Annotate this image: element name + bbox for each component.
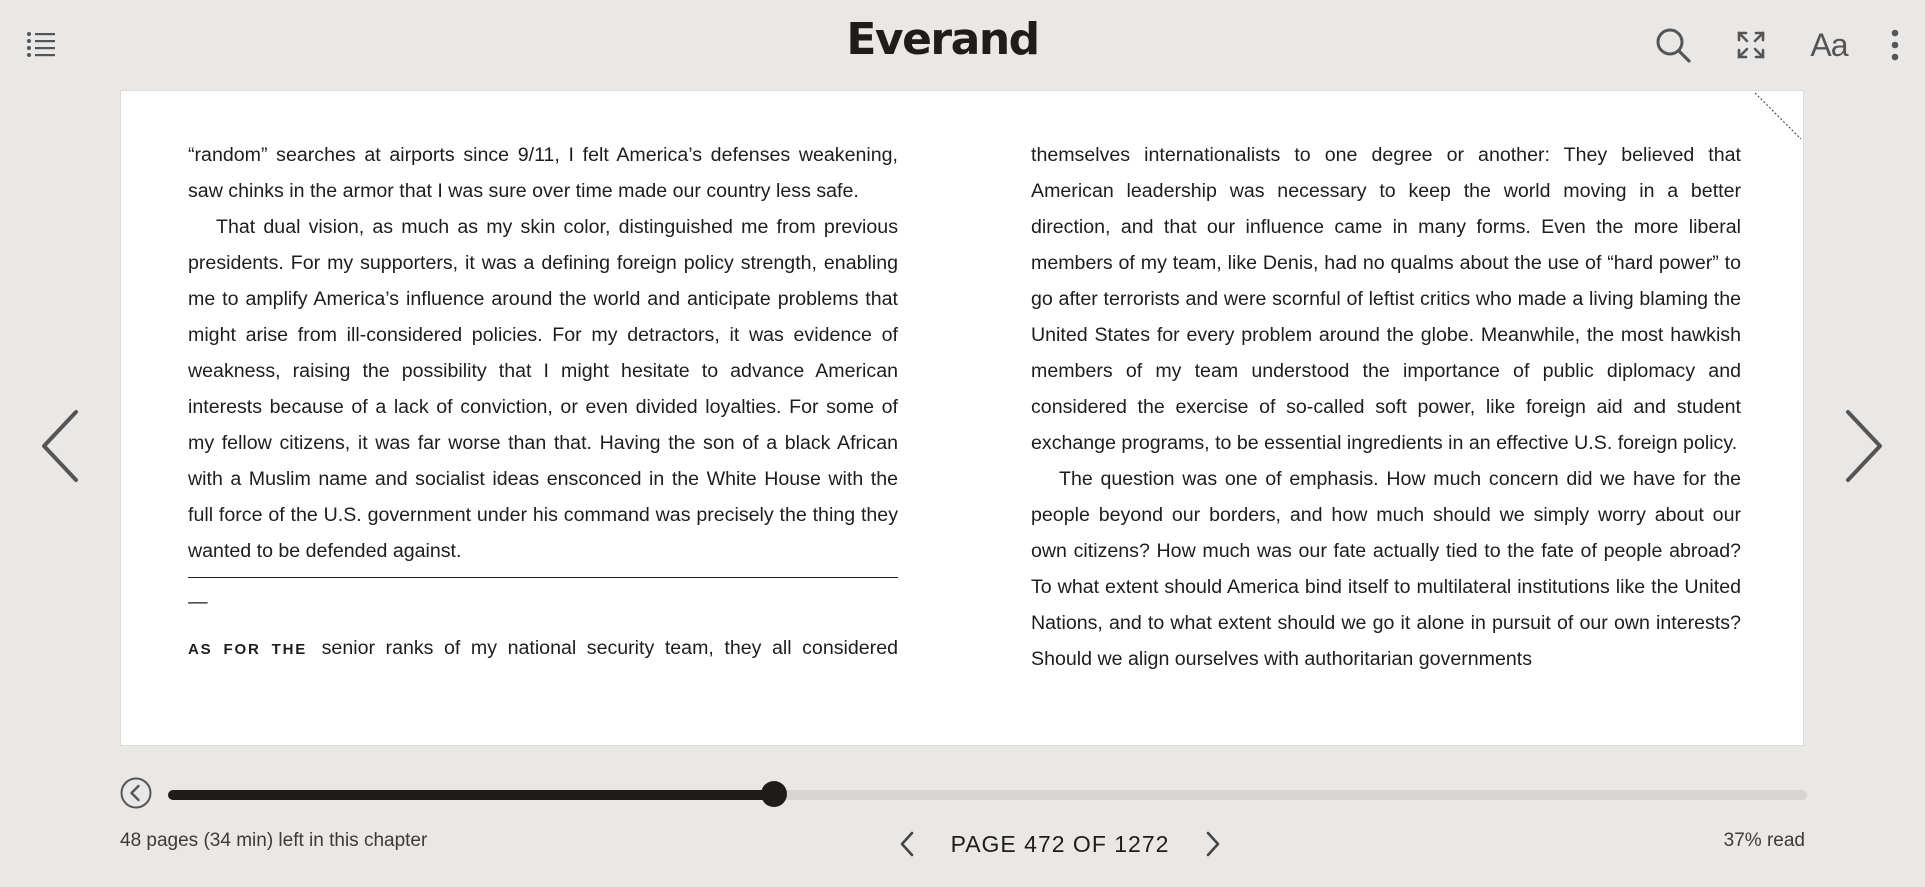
paragraph-text: senior ranks of my national security team, they all considered bbox=[321, 637, 898, 659]
search-button[interactable] bbox=[1651, 24, 1695, 66]
page-pager bbox=[795, 822, 1325, 866]
reader-toolbar bbox=[1617, 24, 1905, 66]
reading-progress-slider[interactable] bbox=[168, 790, 1807, 800]
percent-read: 37% read bbox=[1723, 830, 1805, 851]
fullscreen-button[interactable] bbox=[1729, 24, 1773, 66]
paragraph bbox=[188, 630, 898, 668]
chapter-remaining: 48 pages (34 min) left in this chapter bbox=[120, 830, 428, 851]
progress-fill bbox=[168, 790, 774, 800]
chevron-right-icon bbox=[1205, 831, 1221, 857]
paragraph: The question was one of emphasis. How much concern did we have for the people beyond our borders, and how much should we simply worry about our own citizens? How much was our fate actually tied to the fate of people abroad? To what extent should America bind itself to multilateral institutions like the United Nations, and to what extent should we go it alone in pursuit of our own interests? Should we align ourselves with authoritarian governments bbox=[1031, 468, 1741, 670]
left-column bbox=[188, 137, 898, 668]
section-break: — bbox=[188, 591, 208, 613]
chevron-left-icon bbox=[899, 831, 915, 857]
font-settings-button[interactable] bbox=[1807, 24, 1851, 66]
progress-thumb[interactable] bbox=[761, 781, 787, 807]
more-options-button[interactable] bbox=[1885, 24, 1905, 66]
right-column bbox=[1031, 137, 1741, 677]
font-settings-icon: Aa bbox=[1810, 26, 1848, 63]
paragraph: That dual vision, as much as my skin color, distinguished me from previous presidents. For my supporters, it was a defining foreign policy strength, enabling me to amplify America’s influence around the world and anticipate problems that might arise from ill-considered policies. For my detractors, it was evidence of weakness, raising the possibility that I might hesitate to advance American interests because of a lack of conviction, or even divided loyalties. For some of my fellow citizens, it was far worse than that. Having the son of a black African with a Muslim name and socialist ideas ensconced in the White House with the full force of the U.S. government under his command was precisely the thing they wanted to be defended against. bbox=[188, 216, 898, 562]
fullscreen-icon bbox=[1737, 31, 1765, 59]
paragraph: “random” searches at airports since 9/11, I felt America’s defenses weakening, saw chinks in the armor that I was sure over time made our country less safe. bbox=[188, 144, 898, 202]
next-page-button[interactable] bbox=[1842, 408, 1886, 484]
small-caps-lead: AS FOR THE bbox=[188, 641, 308, 658]
search-icon bbox=[1655, 27, 1691, 63]
chevron-left-icon bbox=[38, 408, 82, 484]
book-page bbox=[120, 90, 1804, 746]
circle-chevron-left-icon bbox=[120, 777, 152, 809]
everand-logo[interactable]: Everand bbox=[846, 14, 1039, 65]
chevron-right-icon bbox=[1842, 408, 1886, 484]
progress-back-button[interactable] bbox=[120, 777, 152, 809]
pager-previous-button[interactable] bbox=[891, 824, 923, 864]
previous-page-button[interactable] bbox=[38, 408, 82, 484]
page-indicator: PAGE 472 OF 1272 bbox=[950, 830, 1170, 857]
paragraph: themselves internationalists to one degree or another: They believed that American leadership was necessary to keep the world moving in a better direction, and that our influence came in many forms. Even the more liberal members of my team, like Denis, had no qualms about the use of “hard power” to go after terrorists and were scornful of leftist critics who made a living blaming the United States for every problem around the globe. Meanwhile, the most hawkish members of my team understood the importance of public diplomacy and considered the exercise of so-called soft power, like foreign aid and student exchange programs, to be essential ingredients in an effective U.S. foreign policy. bbox=[1031, 144, 1741, 454]
more-icon bbox=[1891, 29, 1899, 61]
bookmark-corner[interactable] bbox=[1753, 91, 1803, 141]
pager-next-button[interactable] bbox=[1197, 824, 1229, 864]
